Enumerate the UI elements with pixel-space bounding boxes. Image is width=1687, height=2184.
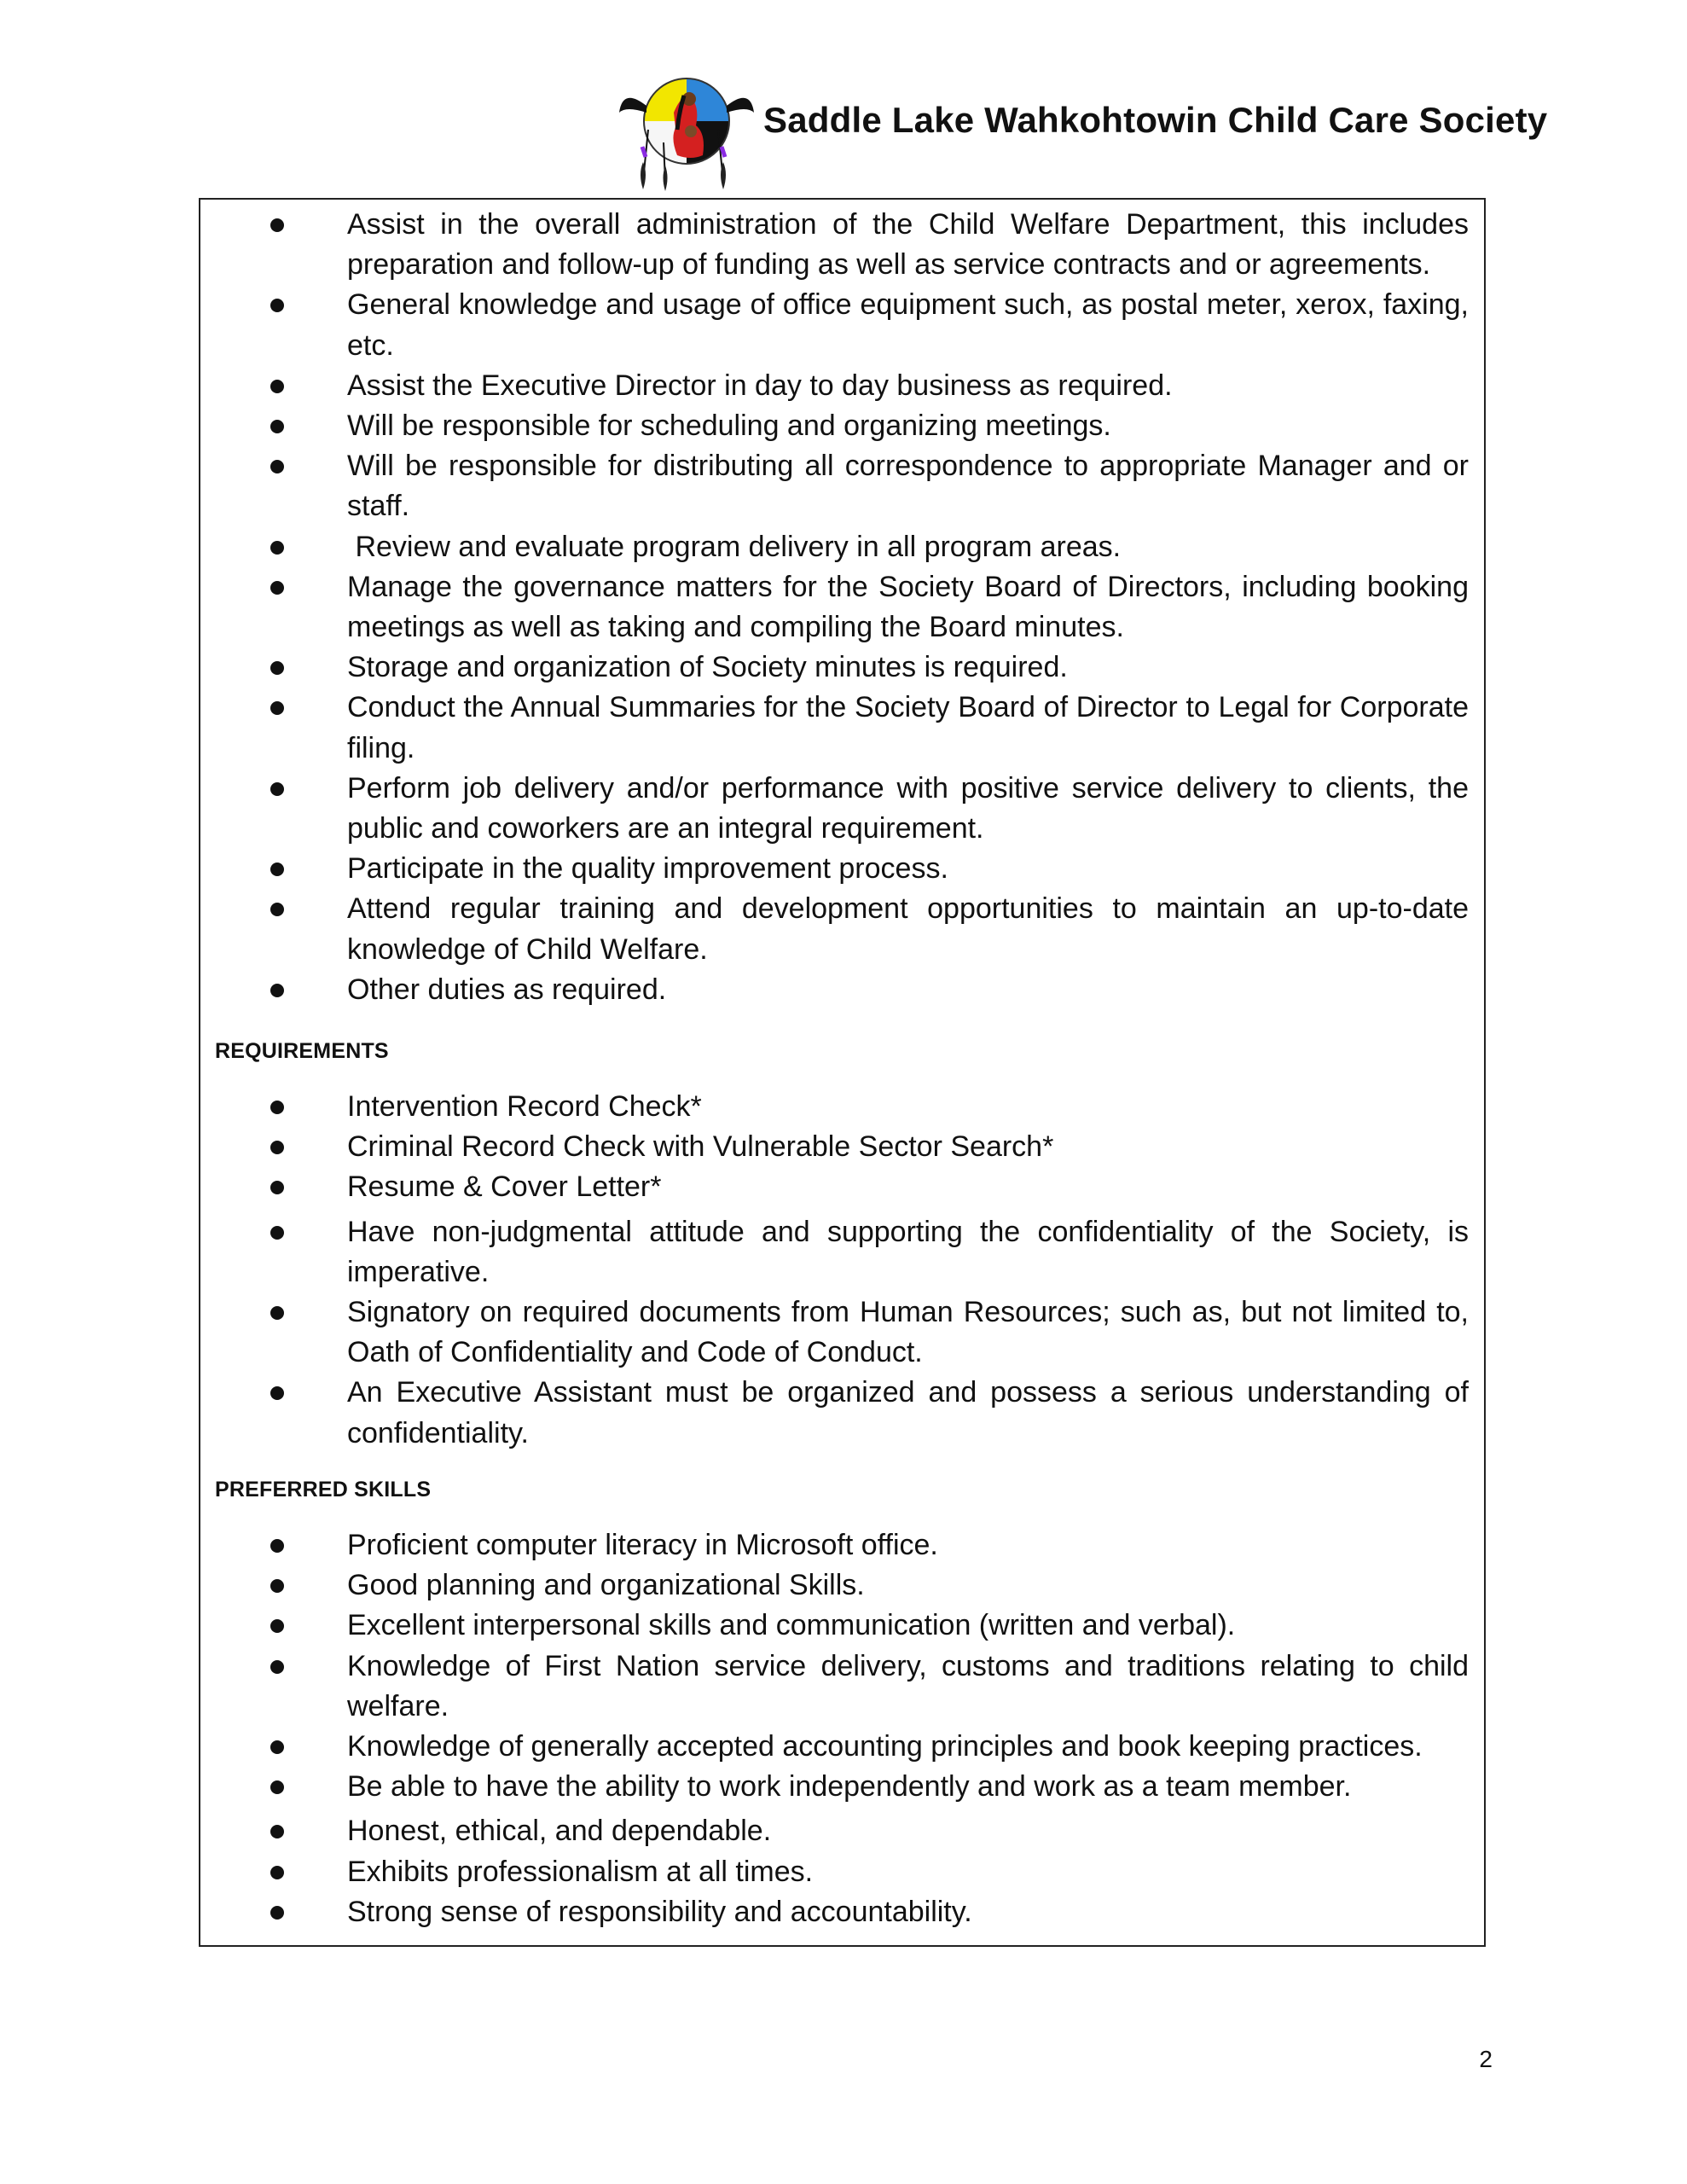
page-header xyxy=(614,61,1548,198)
bullet-icon xyxy=(270,782,284,796)
requirements-list xyxy=(270,1087,1469,1454)
bullet-icon xyxy=(270,1740,284,1754)
bullet-icon xyxy=(270,984,284,997)
list-item: Participate in the quality improvement process. xyxy=(270,849,1469,889)
duties-list xyxy=(270,205,1469,1010)
list-item: Will be responsible for distributing all correspondence to appropriate Manager and or staff. xyxy=(270,446,1469,526)
bullet-icon xyxy=(270,1780,284,1794)
list-item: Knowledge of First Nation service delivery, customs and traditions relating to child welfare. xyxy=(270,1647,1469,1727)
organization-logo-icon xyxy=(614,61,759,198)
bullet-icon xyxy=(270,1825,284,1838)
list-item: Exhibits professionalism at all times. xyxy=(270,1852,1469,1892)
list-item: Other duties as required. xyxy=(270,970,1469,1010)
list-item: Signatory on required documents from Human Resources; such as, but not limited to, Oath of Confidentiality and Code of Conduct. xyxy=(270,1292,1469,1373)
list-item: Will be responsible for scheduling and organizing meetings. xyxy=(270,406,1469,446)
preferred-skills-heading: PREFERRED SKILLS xyxy=(215,1478,432,1502)
bullet-icon xyxy=(270,1141,284,1154)
bullet-icon xyxy=(270,903,284,916)
bullet-icon xyxy=(270,1579,284,1593)
bullet-icon xyxy=(270,1660,284,1674)
list-item: An Executive Assistant must be organized and possess a serious understanding of confidentiality. xyxy=(270,1373,1469,1453)
bullet-icon xyxy=(270,218,284,232)
bullet-icon xyxy=(270,1226,284,1240)
content-box xyxy=(199,198,1486,1947)
bullet-icon xyxy=(270,863,284,876)
organization-name: Saddle Lake Wahkohtowin Child Care Society xyxy=(763,100,1548,140)
list-item: Proficient computer literacy in Microsoft office. xyxy=(270,1525,1469,1565)
bullet-icon xyxy=(270,299,284,312)
list-item: Good planning and organizational Skills. xyxy=(270,1565,1469,1606)
list-item: Intervention Record Check* xyxy=(270,1087,1469,1127)
bullet-icon xyxy=(270,661,284,675)
list-item: Criminal Record Check with Vulnerable Sector Search* xyxy=(270,1127,1469,1167)
bullet-icon xyxy=(270,701,284,715)
list-item: Storage and organization of Society minutes is required. xyxy=(270,648,1469,688)
list-item: Knowledge of generally accepted accounting principles and book keeping practices. xyxy=(270,1727,1469,1767)
bullet-icon xyxy=(270,1539,284,1553)
list-item: Assist in the overall administration of the Child Welfare Department, this includes preparation and follow-up of funding as well as service contracts and or agreements. xyxy=(270,205,1469,285)
bullet-icon xyxy=(270,420,284,433)
bullet-icon xyxy=(270,1906,284,1920)
list-item: Attend regular training and development opportunities to maintain an up-to-date knowledge of Child Welfare. xyxy=(270,889,1469,969)
list-item: Manage the governance matters for the Society Board of Directors, including booking meetings as well as taking and compiling the Board minutes. xyxy=(270,567,1469,648)
preferred-skills-list xyxy=(270,1525,1469,1932)
bullet-icon xyxy=(270,1386,284,1400)
list-item: Excellent interpersonal skills and communication (written and verbal). xyxy=(270,1606,1469,1646)
list-item: Honest, ethical, and dependable. xyxy=(270,1811,1469,1851)
page-number: 2 xyxy=(1479,2046,1493,2072)
bullet-icon xyxy=(270,1101,284,1114)
list-item: General knowledge and usage of office equipment such, as postal meter, xerox, faxing, etc. xyxy=(270,285,1469,365)
bullet-icon xyxy=(270,1619,284,1633)
list-item: Have non-judgmental attitude and supporting the confidentiality of the Society, is imperative. xyxy=(270,1212,1469,1292)
requirements-heading: REQUIREMENTS xyxy=(215,1039,389,1063)
bullet-icon xyxy=(270,1181,284,1194)
list-item: Assist the Executive Director in day to day business as required. xyxy=(270,366,1469,406)
list-item: Strong sense of responsibility and accountability. xyxy=(270,1892,1469,1932)
list-item: Perform job delivery and/or performance with positive service delivery to clients, the public and coworkers are an integral requirement. xyxy=(270,769,1469,849)
list-item: Conduct the Annual Summaries for the Society Board of Director to Legal for Corporate filing. xyxy=(270,688,1469,768)
list-item: Be able to have the ability to work independently and work as a team member. xyxy=(270,1767,1469,1807)
bullet-icon xyxy=(270,541,284,555)
bullet-icon xyxy=(270,1866,284,1879)
bullet-icon xyxy=(270,1306,284,1320)
bullet-icon xyxy=(270,581,284,595)
bullet-icon xyxy=(270,380,284,393)
list-item: Resume & Cover Letter* xyxy=(270,1167,1469,1207)
bullet-icon xyxy=(270,460,284,473)
list-item: Review and evaluate program delivery in all program areas. xyxy=(270,527,1469,567)
